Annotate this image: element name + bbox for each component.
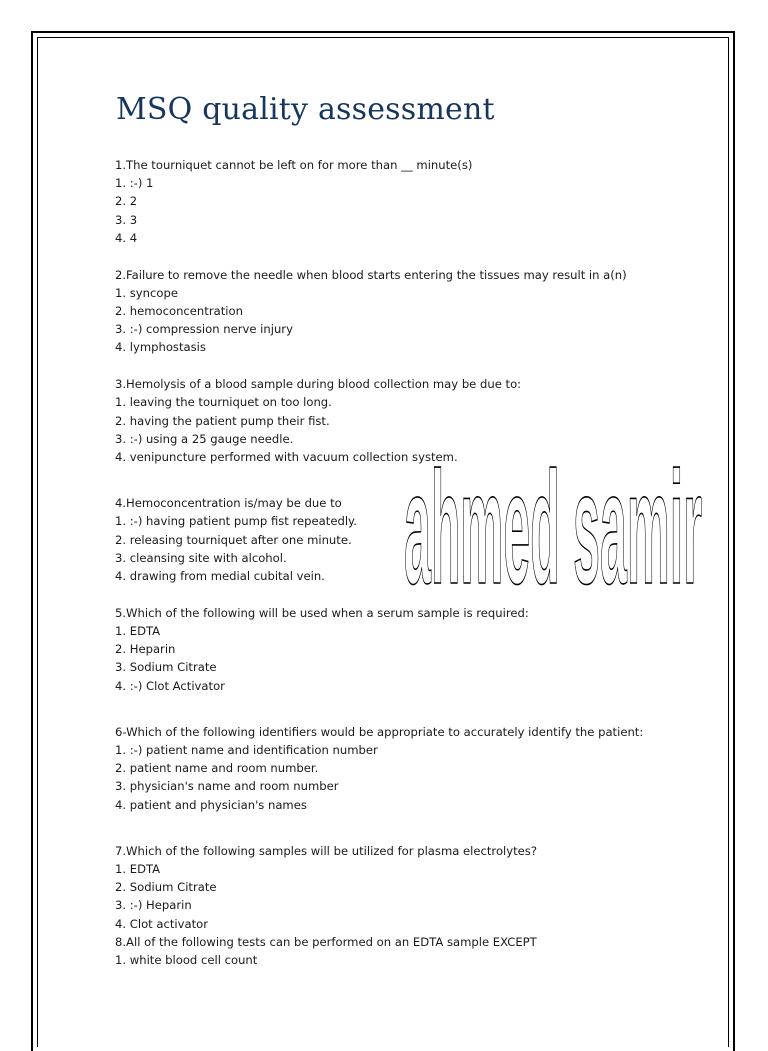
watermark-text: ahmed samir xyxy=(404,455,702,595)
question-5 xyxy=(115,604,675,695)
answer-option: 1. EDTA xyxy=(115,624,161,639)
answer-option: 3. :-) Heparin xyxy=(115,898,192,913)
question-1 xyxy=(115,156,675,247)
answer-option: 4. Clot activator xyxy=(115,916,209,931)
answer-option: 2. hemoconcentration xyxy=(115,304,243,319)
answer-option: 1. EDTA xyxy=(115,862,161,877)
answer-option: 2. releasing tourniquet after one minute. xyxy=(115,532,352,547)
question-3 xyxy=(115,375,675,466)
question-prompt: 7.Which of the following samples will be utilized for plasma electrolytes? xyxy=(115,843,537,858)
question-7 xyxy=(115,842,675,933)
answer-option: 4. lymphostasis xyxy=(115,340,206,355)
answer-option: 1. white blood cell count xyxy=(115,953,258,968)
answer-option: 2. 2 xyxy=(115,194,138,209)
answer-option: 2. Sodium Citrate xyxy=(115,880,217,895)
answer-option: 2. patient name and room number. xyxy=(115,761,319,776)
question-2 xyxy=(115,266,675,357)
question-prompt: 2.Failure to remove the needle when blood starts entering the tissues may result in a(n) xyxy=(115,267,627,282)
question-prompt: 8.All of the following tests can be performed on an EDTA sample EXCEPT xyxy=(115,934,537,949)
question-8 xyxy=(115,933,675,969)
question-6 xyxy=(115,723,675,814)
question-prompt: 3.Hemolysis of a blood sample during blood collection may be due to: xyxy=(115,377,522,392)
answer-option: 3. Sodium Citrate xyxy=(115,660,217,675)
question-prompt: 1.The tourniquet cannot be left on for more than __ minute(s) xyxy=(115,158,473,172)
document-title: MSQ quality assessment xyxy=(116,92,495,127)
answer-option: 3. 3 xyxy=(115,212,138,227)
answer-option: 1. :-) having patient pump fist repeatedly. xyxy=(115,514,357,529)
question-prompt: 5.Which of the following will be used when a serum sample is required: xyxy=(115,605,529,620)
answer-option: 3. physician's name and room number xyxy=(115,779,339,794)
answer-option: 4. patient and physician's names xyxy=(115,797,307,812)
answer-option: 3. :-) using a 25 gauge needle. xyxy=(115,431,294,446)
answer-option: 4. venipuncture performed with vacuum collection system. xyxy=(115,450,458,465)
answer-option: 1. leaving the tourniquet on too long. xyxy=(115,395,332,410)
answer-option: 4. drawing from medial cubital vein. xyxy=(115,569,325,584)
answer-option: 1. :-) 1 xyxy=(115,176,154,191)
answer-option: 1. :-) patient name and identification number xyxy=(115,743,378,758)
answer-option: 2. Heparin xyxy=(115,642,176,657)
answer-option: 4. 4 xyxy=(115,230,138,245)
answer-option: 1. syncope xyxy=(115,285,178,300)
answer-option: 3. cleansing site with alcohol. xyxy=(115,550,287,565)
question-prompt: 4.Hemoconcentration is/may be due to xyxy=(115,496,342,511)
answer-option: 4. :-) Clot Activator xyxy=(115,678,225,693)
question-prompt: 6-Which of the following identifiers would be appropriate to accurately identify the patient: xyxy=(115,724,644,739)
outlined-name-watermark xyxy=(398,455,708,595)
answer-option: 3. :-) compression nerve injury xyxy=(115,322,293,337)
answer-option: 2. having the patient pump their fist. xyxy=(115,413,330,428)
